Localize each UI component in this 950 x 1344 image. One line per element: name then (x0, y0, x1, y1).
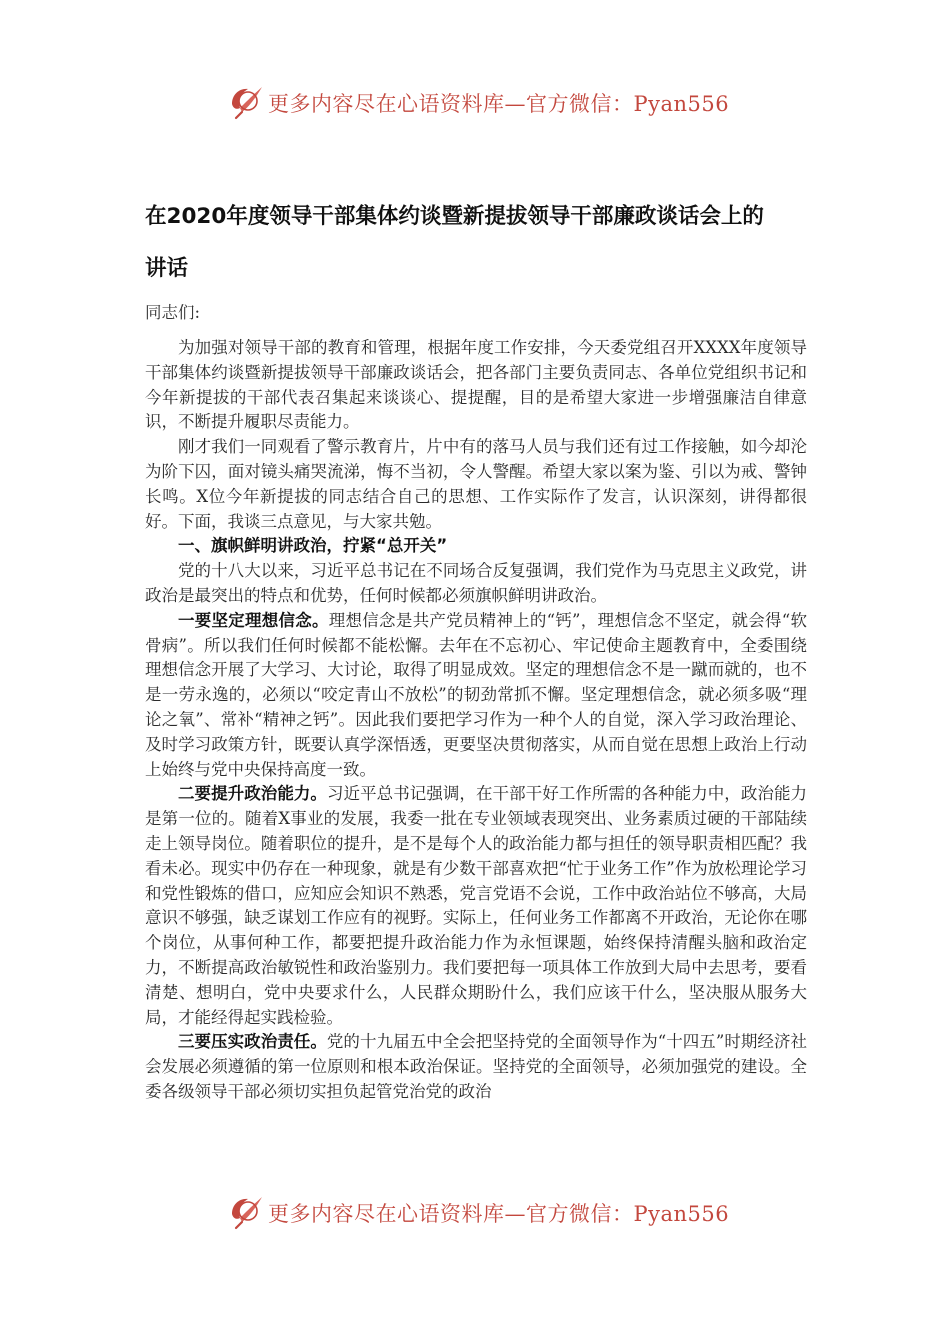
banner-text: 更多内容尽在心语资料库—官方微信：Pyan556 (268, 92, 730, 116)
paragraph-ideals-body: 理想信念是共产党员精神上的“钙”，理想信念不坚定，就会得“软骨病”。所以我们任何时候都不能松懈。去年在不忘初心、牢记使命主题教育中，全委围绕理想信念开展了大学习、大讨论，取得了明显成效。坚定的理想信念不是一蹴而就的，也不是一劳永逸的，必须以“咬定青山不放松”的韧劲常抓不懈。坚定理想信念，就必须多吸“理论之氧”、常补“精神之钙”。因此我们要把学习作为一种个人的自觉，深入学习政治理论、及时学习政策方针，既要认真学深悟透，更要坚决贯彻落实，从而自觉在思想上政治上行动上始终与党中央保持高度一致。 (145, 610, 807, 779)
header-banner (0, 82, 950, 122)
paragraph-responsibility-lead: 三要压实政治责任。 (178, 1032, 327, 1052)
paragraph-video: 刚才我们一同观看了警示教育片，片中有的落马人员与我们还有过工作接触，如今却沦为阶下囚，面对镜头痛哭流涕，悔不当初，令人警醒。希望大家以案为鉴、引以为戒、警钟长鸣。X位今年新提拔的同志结合自己的思想、工作实际作了发言，认识深刻，讲得都很好。下面，我谈三点意见，与大家共勉。 (145, 437, 807, 531)
quill-logo-icon (226, 1194, 266, 1230)
banner-text: 更多内容尽在心语资料库—官方微信：Pyan556 (268, 1202, 730, 1226)
paragraph-ideals-lead: 一要坚定理想信念。 (178, 610, 329, 630)
section-heading-1: 一、旗帜鲜明讲政治，拧紧“总开关” (178, 536, 448, 556)
document-body (145, 336, 807, 1105)
paragraph-ability (145, 782, 807, 1030)
document-title: 在2020年度领导干部集体约谈暨新提拔领导干部廉政谈话会上的 (145, 204, 764, 229)
document-title-line2: 讲话 (145, 256, 189, 281)
paragraph-responsibility (145, 1030, 807, 1104)
paragraph-responsibility-body: 党的十九届五中全会把坚持党的全面领导作为“十四五”时期经济社会发展必须遵循的第一位原则和根本政治保证。坚持党的全面领导，必须加强党的建设。全委各级领导干部必须切实担负起管党治党的政治 (145, 1032, 808, 1101)
paragraph-ideals (145, 609, 807, 783)
paragraph-politics: 党的十八大以来，习近平总书记在不同场合反复强调，我们党作为马克思主义政党，讲政治是最突出的特点和优势，任何时候都必须旗帜鲜明讲政治。 (145, 561, 807, 605)
paragraph-ability-lead: 二要提升政治能力。 (178, 784, 327, 804)
paragraph-ability-body: 习近平总书记强调，在干部干好工作所需的各种能力中，政治能力是第一位的。随着X事业的发展，我委一批在专业领域表现突出、业务素质过硬的干部陆续走上领导岗位。随着职位的提升，是不是每个人的政治能力都与担任的领导职责相匹配？我看未必。现实中仍存在一种现象，就是有少数干部喜欢把“忙于业务工作”作为放松理论学习和党性锻炼的借口，应知应会知识不熟悉，党言党语不会说，工作中政治站位不够高，大局意识不够强，缺乏谋划工作应有的视野。实际上，任何业务工作都离不开政治，无论你在哪个岗位，从事何种工作，都要把提升政治能力作为永恒课题，始终保持清醒头脑和政治定力，不断提高政治敏锐性和政治鉴别力。我们要把每一项具体工作放到大局中去思考，要看清楚、想明白，党中央要求什么，人民群众期盼什么，我们应该干什么，坚决服从服务大局，才能经得起实践检验。 (145, 784, 808, 1027)
salutation: 同志们: (145, 303, 201, 322)
footer-banner (0, 1192, 950, 1232)
paragraph-intro: 为加强对领导干部的教育和管理，根据年度工作安排，今天委党组召开XXXX年度领导干部集体约谈暨新提拔领导干部廉政谈话会，把各部门主要负责同志、各单位党组织书记和今年新提拔的干部代表召集起来谈谈心、提提醒，目的是希望大家进一步增强廉洁自律意识，不断提升履职尽责能力。 (145, 338, 807, 432)
quill-logo-icon (226, 84, 266, 120)
